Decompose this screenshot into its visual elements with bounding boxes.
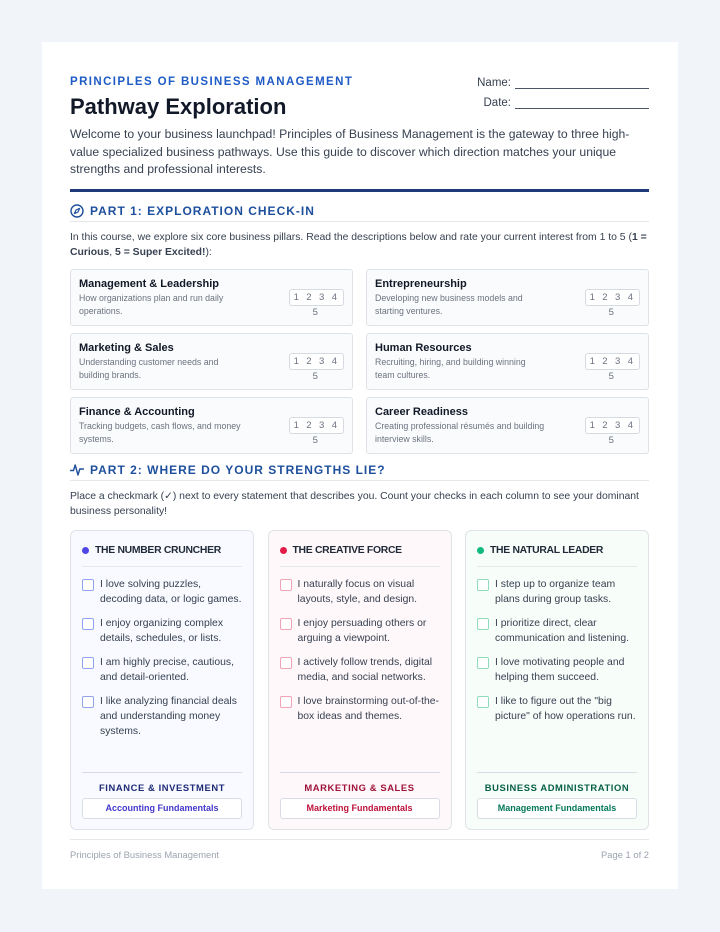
statement-text: I love solving puzzles, decoding data, or logic games.: [100, 579, 242, 605]
part1-desc-end: ):: [205, 246, 212, 258]
footer-divider: [82, 772, 242, 773]
column-creative-force: [268, 530, 452, 830]
column-number-cruncher: [70, 530, 254, 830]
course-badge: Marketing Fundamentals: [280, 798, 440, 819]
checkbox[interactable]: [280, 579, 292, 591]
part1-desc-text: In this course, we explore six core business pillars. Read the descriptions below and rate your current interest from 1 to 5 (: [70, 232, 632, 243]
pillar-card-management: [70, 269, 353, 326]
column-dot-icon: [82, 547, 89, 554]
statement-item: [280, 616, 440, 646]
pathway-label: FINANCE & INVESTMENT: [98, 782, 226, 793]
column-footer: [280, 772, 440, 819]
rating-scale[interactable]: 1 2 3 4 5: [289, 289, 344, 306]
statement-item: [280, 694, 440, 724]
page-title: Pathway Exploration: [70, 94, 287, 119]
pillar-card-marketing: [70, 333, 353, 390]
pillar-desc: Understanding customer needs and building brands.: [79, 357, 219, 380]
checkbox[interactable]: [82, 579, 94, 591]
checkbox[interactable]: [477, 618, 489, 630]
strength-columns: [70, 530, 649, 830]
pillar-card-entrepreneurship: [366, 269, 649, 326]
statement-text: I like analyzing financial deals and understanding money systems.: [100, 696, 237, 737]
name-field[interactable]: [515, 77, 649, 89]
statement-text: I love motivating people and helping them succeed.: [495, 657, 625, 683]
statement-text: I love brainstorming out-of-the-box ideas and themes.: [297, 696, 439, 722]
pathway-label: BUSINESS ADMINISTRATION: [484, 782, 630, 793]
part1-desc-excited: 5 = Super Excited!: [115, 246, 206, 258]
checkbox[interactable]: [82, 696, 94, 708]
name-row: [469, 69, 649, 89]
statement-text: I am highly precise, cautious, and detail-oriented.: [100, 657, 234, 683]
statement-item: [82, 694, 242, 739]
pillar-desc: How organizations plan and run daily operations.: [79, 293, 224, 316]
rating-scale[interactable]: 1 2 3 4 5: [585, 353, 640, 370]
statement-text: I prioritize direct, clear communication and listening.: [495, 618, 629, 644]
compass-icon: [70, 204, 84, 218]
statement-text: I actively follow trends, digital media, and social networks.: [297, 657, 433, 683]
part1-description: [70, 231, 649, 260]
checkbox[interactable]: [82, 618, 94, 630]
statement-item: [82, 616, 242, 646]
statement-list: [82, 577, 242, 739]
statement-text: I step up to organize team plans during group tasks.: [495, 579, 616, 605]
pulse-icon: [70, 463, 84, 477]
worksheet-page: [42, 42, 678, 889]
pillar-desc: Tracking budgets, cash flows, and money systems.: [79, 421, 241, 444]
rating-scale[interactable]: 1 2 3 4 5: [289, 353, 344, 370]
pillar-title: Entrepreneurship: [375, 278, 467, 290]
column-title: THE NATURAL LEADER: [490, 545, 604, 556]
statement-item: [477, 577, 637, 607]
pillar-desc: Creating professional résumés and building interview skills.: [375, 421, 545, 444]
column-dot-icon: [280, 547, 287, 554]
statement-text: I enjoy organizing complex details, schedules, or lists.: [100, 618, 224, 644]
pillar-title: Human Resources: [375, 342, 472, 354]
pillar-title: Marketing & Sales: [79, 342, 174, 354]
part1-desc-sep: ,: [109, 246, 116, 258]
part2-heading: [70, 459, 649, 481]
statement-item: [280, 577, 440, 607]
column-header: [82, 543, 242, 567]
statement-list: [280, 577, 440, 724]
rating-scale[interactable]: 1 2 3 4 5: [585, 417, 640, 434]
statement-item: [477, 694, 637, 724]
statement-item: [280, 655, 440, 685]
pillar-title: Finance & Accounting: [79, 406, 195, 418]
statement-item: [477, 655, 637, 685]
checkbox[interactable]: [280, 696, 292, 708]
checkbox[interactable]: [477, 657, 489, 669]
pillar-desc: Recruiting, hiring, and building winning team cultures.: [375, 357, 526, 380]
rating-scale[interactable]: 1 2 3 4 5: [585, 289, 640, 306]
date-row: [469, 89, 649, 109]
course-badge: Accounting Fundamentals: [82, 798, 242, 819]
checkbox[interactable]: [82, 657, 94, 669]
pillar-card-career: [366, 397, 649, 454]
intro-paragraph: Welcome to your business launchpad! Principles of Business Management is the gateway to three high-value specialized business pathways. Use this guide to discover which direction matches your unique strengths and professional interests.: [70, 127, 630, 176]
checkbox[interactable]: [477, 579, 489, 591]
date-label: Date:: [483, 97, 511, 109]
checkbox[interactable]: [477, 696, 489, 708]
pathway-label: MARKETING & SALES: [304, 782, 415, 793]
column-title: THE CREATIVE FORCE: [292, 545, 402, 556]
statement-text: I naturally focus on visual layouts, style, and design.: [297, 579, 418, 605]
course-eyebrow: PRINCIPLES OF BUSINESS MANAGEMENT: [70, 76, 354, 88]
course-badge: Management Fundamentals: [477, 798, 637, 819]
statement-item: [82, 577, 242, 607]
header-divider: [70, 189, 649, 192]
column-header: [280, 543, 440, 567]
checkbox[interactable]: [280, 657, 292, 669]
pillar-card-human-resources: [366, 333, 649, 390]
footer-divider: [280, 772, 440, 773]
column-dot-icon: [477, 547, 484, 554]
statement-item: [477, 616, 637, 646]
pillar-grid: [70, 269, 649, 454]
pillar-card-finance: [70, 397, 353, 454]
name-date-block: [469, 69, 649, 109]
part1-heading: [70, 200, 649, 222]
column-footer: [477, 772, 637, 819]
name-label: Name:: [477, 77, 511, 89]
column-title: THE NUMBER CRUNCHER: [95, 545, 221, 556]
column-footer: [82, 772, 242, 819]
statement-list: [477, 577, 637, 724]
pillar-title: Career Readiness: [375, 406, 468, 418]
date-field[interactable]: [515, 97, 649, 109]
part2-description: Place a checkmark (✓) next to every statement that describes you. Count your checks in each column to see your dominant business personality!: [70, 491, 639, 517]
column-natural-leader: [465, 530, 649, 830]
part1-desc-curious: 1 = Curious: [70, 232, 647, 258]
page-footer: [70, 839, 649, 860]
footer-divider: [477, 772, 637, 773]
part1-title: PART 1: EXPLORATION CHECK-IN: [90, 203, 315, 218]
page-number: Page 1 of 2: [601, 849, 649, 860]
part2-title: PART 2: WHERE DO YOUR STRENGTHS LIE?: [90, 462, 386, 477]
statement-text: I like to figure out the "big picture" of how operations run.: [495, 696, 636, 722]
column-header: [477, 543, 637, 567]
footer-course-name: Principles of Business Management: [70, 849, 220, 860]
pillar-desc: Developing new business models and starting ventures.: [375, 293, 523, 316]
statement-item: [82, 655, 242, 685]
rating-scale[interactable]: 1 2 3 4 5: [289, 417, 344, 434]
checkbox[interactable]: [280, 618, 292, 630]
statement-text: I enjoy persuading others or arguing a viewpoint.: [297, 618, 427, 644]
pillar-title: Management & Leadership: [79, 278, 219, 290]
